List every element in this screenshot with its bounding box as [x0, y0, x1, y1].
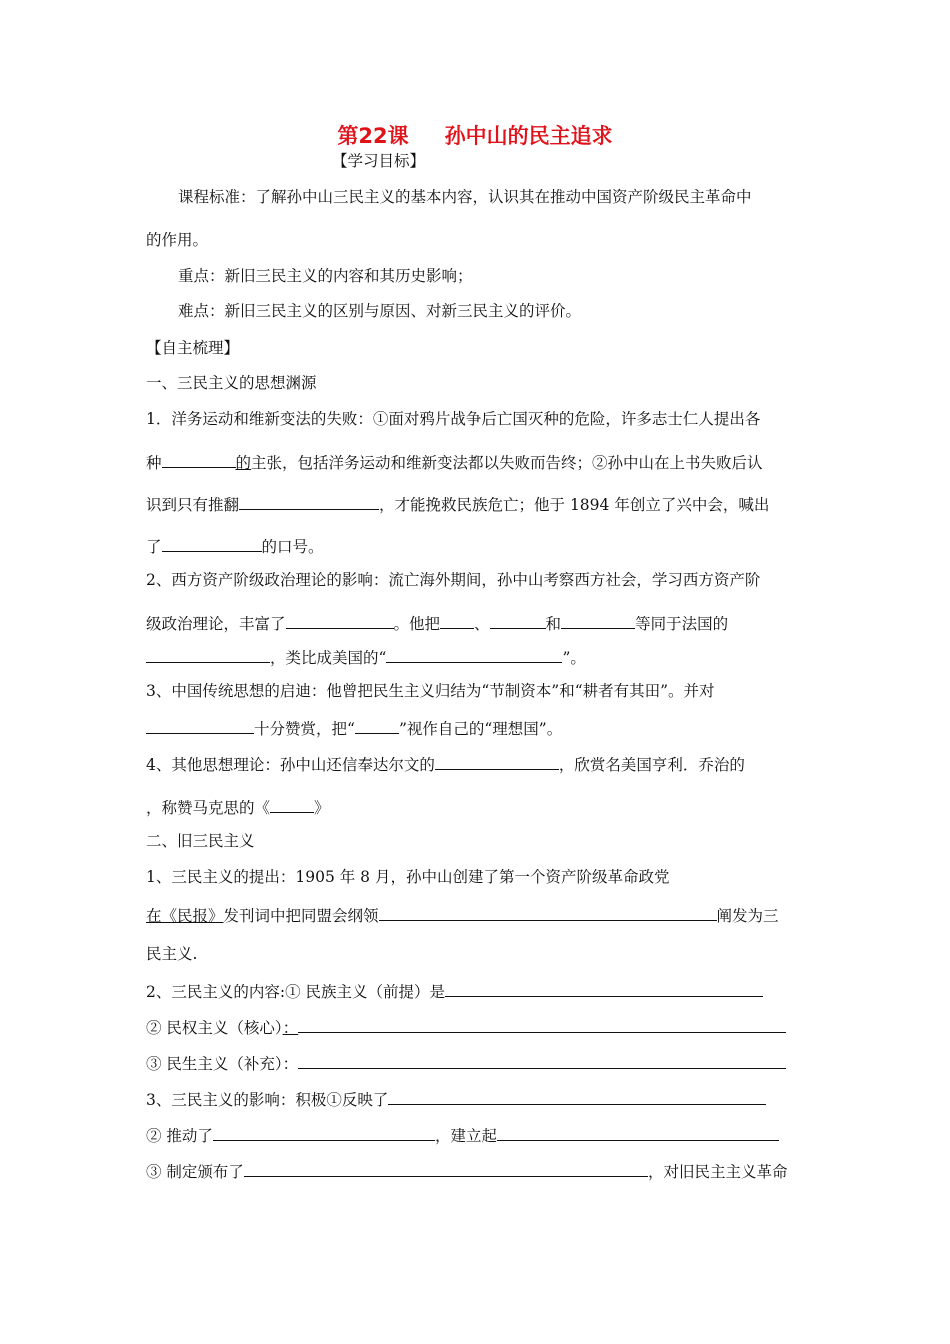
s2-p3-line-3: ③ 制定颁布了 ，对旧民主主义革命 — [146, 1159, 811, 1183]
s2-p2-line-2: ② 民权主义（核心）： — [146, 1015, 811, 1039]
key-points: 重点：新旧三民主义的内容和其历史影响； — [178, 267, 473, 285]
s1-p2-line-2: 级政治理论，丰富了 。他把 、 和 等同于法国的 — [146, 611, 811, 635]
answer-blank[interactable] — [445, 979, 763, 997]
course-standard-line-1: 课程标准：了解孙中山三民主义的基本内容，认识其在推动中国资产阶级民主革命中 — [178, 188, 752, 206]
answer-blank[interactable] — [239, 492, 379, 510]
answer-blank[interactable] — [386, 645, 562, 663]
answer-blank[interactable] — [244, 1159, 648, 1177]
answer-blank[interactable] — [213, 1123, 435, 1141]
s1-p1-line-1: 1．洋务运动和维新变法的失败：①面对鸦片战争后亡国灭种的危险，许多志士仁人提出各 — [146, 410, 761, 428]
s2-p3-line-2: ② 推动了 ，建立起 — [146, 1123, 811, 1147]
s1-p1-line-2: 种 的主张，包括洋务运动和维新变法都以失败而告终；②孙中山在上书失败后认 — [146, 450, 811, 474]
answer-blank[interactable] — [162, 534, 262, 552]
s2-p3-line-1: 3、三民主义的影响：积极①反映了 — [146, 1087, 811, 1111]
s1-p1-line-3: 识到只有推翻 ，才能挽救民族危亡；他于 1894 年创立了兴中会，喊出 — [146, 492, 811, 516]
s2-p1-line-3: 民主义. — [146, 945, 198, 963]
s2-p2-line-1: 2、三民主义的内容:① 民族主义（前提）是 — [146, 979, 811, 1003]
section-2-heading: 二、旧三民主义 — [146, 832, 255, 850]
s1-p4-line-1: 4、其他思想理论：孙中山还信奉达尔文的 ，欣赏名美国亨利．乔治的 — [146, 752, 811, 776]
s1-p2-line-1: 2、西方资产阶级政治理论的影响：流亡海外期间，孙中山考察西方社会，学习西方资产阶 — [146, 571, 761, 589]
s1-p1-line-4: 了 的口号。 — [146, 534, 811, 558]
s2-p2-line-3: ③ 民生主义（补充）： — [146, 1051, 811, 1075]
page-title — [0, 122, 950, 150]
answer-blank[interactable] — [561, 611, 635, 629]
section-1-heading: 一、三民主义的思想渊源 — [146, 374, 317, 392]
s1-p2-line-3: ，类比成美国的“ ”。 — [146, 645, 811, 669]
answer-blank[interactable] — [298, 1051, 786, 1069]
s1-p3-line-2: 十分赞赏，把“ ”视作自己的“理想国”。 — [146, 716, 811, 740]
answer-blank[interactable] — [270, 795, 314, 813]
answer-blank[interactable] — [435, 752, 559, 770]
answer-blank[interactable] — [286, 611, 394, 629]
review-heading: 【自主梳理】 — [146, 339, 240, 357]
answer-blank[interactable] — [298, 1015, 786, 1033]
s2-p1-line-2: 在《民报》发刊词中把同盟会纲领 阐发为三 — [146, 903, 811, 927]
answer-blank[interactable] — [440, 611, 474, 629]
s1-p3-line-1: 3、中国传统思想的启迪：他曾把民生主义归结为“节制资本”和“耕者有其田”。并对 — [146, 682, 715, 700]
lesson-number: 第22课 — [337, 124, 409, 148]
answer-blank[interactable] — [379, 903, 717, 921]
answer-blank[interactable] — [355, 716, 399, 734]
s1-p4-line-2: ，称赞马克思的《 》 — [146, 795, 811, 819]
objectives-heading: 【学习目标】 — [332, 152, 426, 170]
answer-blank[interactable] — [146, 645, 270, 663]
s2-p1-line-1: 1、三民主义的提出：1905 年 8 月，孙中山创建了第一个资产阶级革命政党 — [146, 868, 670, 886]
answer-blank[interactable] — [490, 611, 546, 629]
answer-blank[interactable] — [497, 1123, 779, 1141]
lesson-topic: 孙中山的民主追求 — [444, 124, 613, 148]
course-standard-line-2: 的作用。 — [146, 231, 209, 249]
answer-blank[interactable] — [162, 450, 236, 468]
difficult-points: 难点：新旧三民主义的区别与原因、对新三民主义的评价。 — [178, 302, 582, 320]
answer-blank[interactable] — [388, 1087, 766, 1105]
answer-blank[interactable] — [146, 716, 254, 734]
